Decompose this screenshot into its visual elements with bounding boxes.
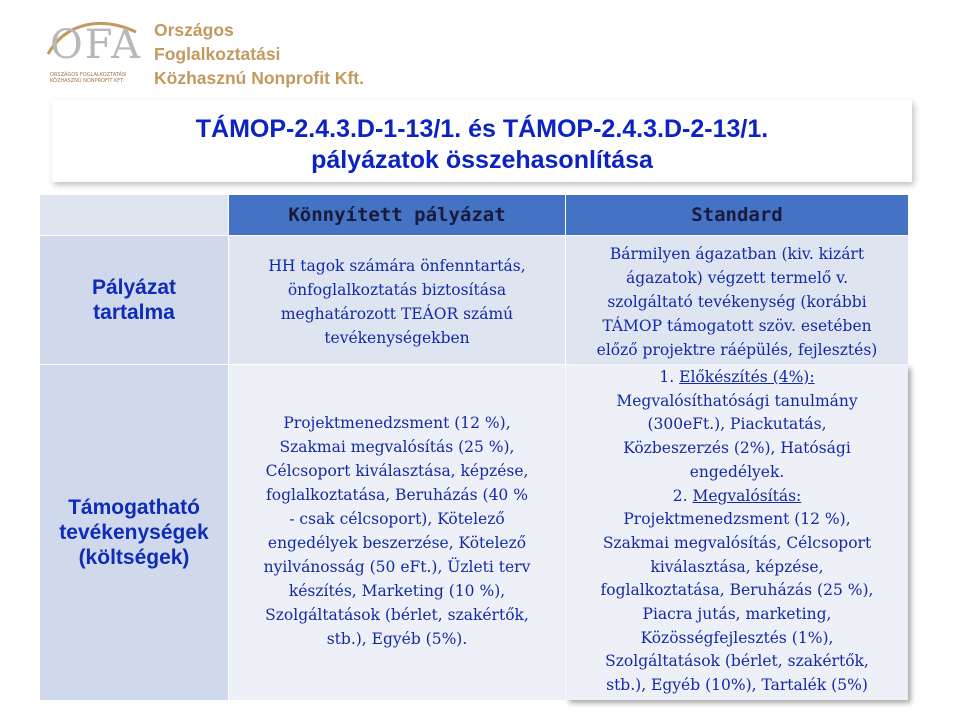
table-corner-cell [40,195,228,235]
standard-item-1-heading [566,366,908,390]
simplified-content-line: HH tagok számára önfenntartás, [268,257,526,275]
standard-item-2-line: Piacra jutás, marketing, [642,605,832,624]
page-title-line-2: pályázatok összehasonlítása [311,146,653,174]
simplified-activities-line: engedélyek beszerzése, Kötelező [267,534,527,552]
standard-activities-cell [566,365,908,700]
standard-item-2-number: 2. [672,486,688,505]
standard-content-line: ágazatok) végzett termelő v. [625,269,849,287]
standard-item-2-heading [566,485,908,509]
standard-item-2-line: Projektmenedzsment (12 %), [623,510,851,529]
simplified-content-cell [229,236,565,364]
page-title-line-1: TÁMOP-2.4.3.D-1-13/1. és TÁMOP-2.4.3.D-2-13/1. [195,115,769,143]
simplified-activities-line: stb.), Egyéb (5%). [326,630,468,648]
standard-item-2-title: Megvalósítás: [692,486,802,505]
standard-item-1-line: Megvalósíthatósági tanulmány [616,391,858,410]
simplified-activities-cell [229,365,565,700]
row-label-content [40,236,228,364]
simplified-activities-line: Szakmai megvalósítás (25 %), [279,438,515,456]
standard-item-1-line: engedélyek. [689,462,785,481]
standard-item-2-line: Szakmai megvalósítás, Célcsoport [602,533,872,552]
standard-item-2-line: stb.), Egyéb (10%), Tartalék (5%) [606,676,868,695]
standard-content-line: Bármilyen ágazatban (kiv. kizárt [609,245,865,263]
organization-name [154,18,364,90]
row-label-activities [40,365,228,700]
standard-content-line: előző projektre ráépülés, fejlesztés) [596,341,878,359]
simplified-activities-line: Projektmenedzsment (12 %), [283,414,511,432]
row-label-content-line-1: Pályázat [91,276,177,299]
standard-item-1-line: (300eFt.), Piackutatás, [647,415,827,434]
row-label-activities-line-1: Támogatható [68,496,200,519]
simplified-activities-line: nyilvánosság (50 eFt.), Üzleti terv [263,558,531,576]
standard-content-cell [566,236,908,364]
standard-item-1-line: Közbeszerzés (2%), Hatósági [623,439,851,458]
simplified-content-line: tevékenységekben [324,329,470,347]
title-box [52,100,912,182]
standard-content-line: szolgáltató tevékenység (korábbi [607,293,867,311]
row-label-activities-line-3: (költségek) [78,546,190,569]
standard-content-line: TÁMOP támogatott szöv. esetében [602,317,872,335]
row-label-content-line-2: tartalma [93,301,175,324]
ofa-logo-letters: OFA [50,22,142,68]
simplified-activities-line: foglalkoztatása, Beruházás (40 % [266,486,528,504]
org-line-1: Országos [154,20,234,40]
simplified-content-line: meghatározott TEÁOR számú [280,305,514,323]
header-simplified: Könnyített pályázat [229,195,565,235]
simplified-activities-line: Célcsoport kiválasztása, képzése, [265,462,529,480]
standard-item-1-number: 1. [659,368,675,386]
simplified-activities-line: - csak célcsoport), Kötelező [289,510,505,528]
standard-item-2-line: kiválasztása, képzése, [650,557,824,576]
simplified-activities-line: Szolgáltatások (bérlet, szakértők, [265,606,529,624]
standard-item-2-line: Szolgáltatások (bérlet, szakértők, [605,652,869,671]
org-line-2: Foglalkoztatási [154,44,281,64]
simplified-content-line: önfoglalkoztatás biztosítása [287,281,507,299]
header-standard: Standard [566,195,908,235]
standard-item-2-line: foglalkoztatása, Beruházás (25 %), [600,581,874,600]
ofa-logo [44,14,404,94]
org-line-3: Közhasznú Nonprofit Kft. [154,68,364,88]
standard-item-2-line: Közösségfejlesztés (1%), [640,628,834,647]
standard-item-1-title: Előkészítés (4%): [679,368,815,386]
row-label-activities-line-2: tevékenységek [59,521,209,544]
ofa-logo-small-text: ORSZÁGOS FOGLALKOZTATÁSI KÖZHASZNÚ NONPROFIT KFT. [50,72,127,84]
simplified-activities-line: készítés, Marketing (10 %), [288,582,506,600]
